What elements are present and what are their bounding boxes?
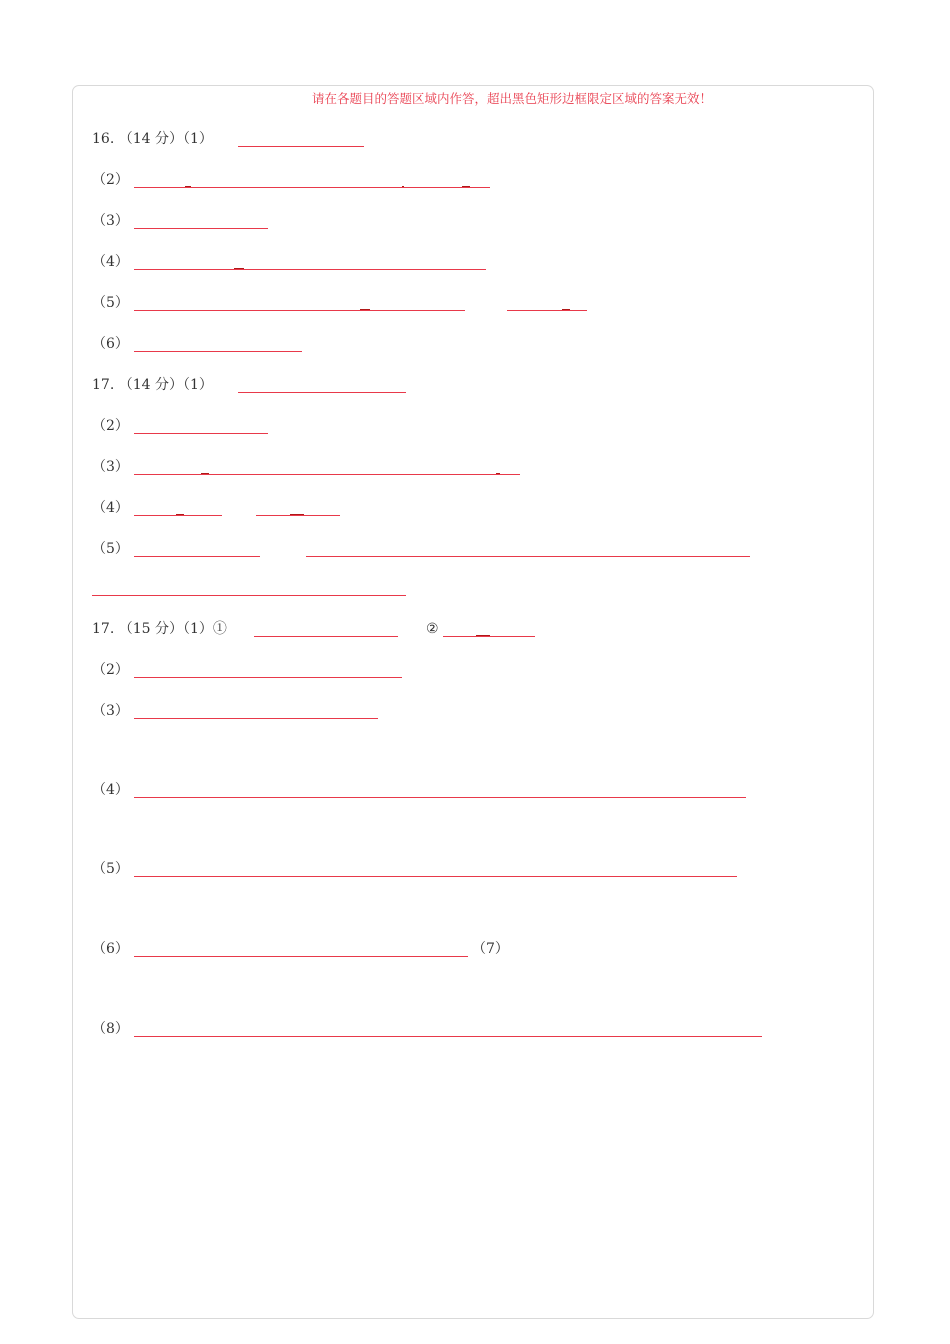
q16-p4-mark [234, 268, 244, 269]
q17b-part5-row [92, 861, 772, 877]
q17b-p2-answer-line[interactable] [134, 677, 402, 678]
q16-part1-row [92, 131, 392, 147]
q17b-p3-answer-line[interactable] [134, 718, 378, 719]
q17a-p2-answer-line[interactable] [134, 433, 268, 434]
q17a-p3-label: （3） [92, 459, 129, 475]
q16-part5-row [92, 295, 612, 311]
q16-header: 16. （14 分）（1） [92, 131, 213, 147]
q17b-header: 17. （15 分）（1）① [92, 621, 227, 637]
q17b-p5-answer-line[interactable] [134, 876, 737, 877]
q16-p5-mark [562, 309, 570, 310]
q16-part6-row [92, 336, 332, 352]
q17b-p8-label: （8） [92, 1021, 129, 1037]
q17b-p5-label: （5） [92, 861, 129, 877]
q17a-p4-label: （4） [92, 500, 129, 516]
q17a-p4-mark [290, 514, 304, 515]
q17b-circle-2-label: ② [426, 621, 439, 637]
q17a-p3-mark [201, 473, 209, 474]
q17b-part2-row [92, 662, 432, 678]
q17a-part3-row [92, 459, 552, 475]
q16-p4-label: （4） [92, 254, 129, 270]
q16-p6-answer-line[interactable] [134, 351, 302, 352]
q16-p5-mark [360, 309, 370, 310]
q17b-part6-row [92, 941, 552, 957]
q17a-p5-answer-line-b[interactable] [306, 556, 750, 557]
q17b-p4-label: （4） [92, 782, 129, 798]
q16-p3-label: （3） [92, 213, 129, 229]
q17b-part4-row [92, 782, 772, 798]
q17b-p2-label: （2） [92, 662, 129, 678]
q17a-part2-row [92, 418, 312, 434]
q17a-p5-label: （5） [92, 541, 129, 557]
q16-part4-row [92, 254, 512, 270]
q17a-p4-answer-line-b[interactable] [256, 515, 340, 516]
q16-p5-label: （5） [92, 295, 129, 311]
q17a-p4-answer-line-a[interactable] [134, 515, 222, 516]
q17b-p3-label: （3） [92, 703, 129, 719]
q17a-part5-continuation [92, 580, 432, 596]
q16-p1-answer-line[interactable] [238, 146, 364, 147]
q17a-p3-mark [496, 473, 500, 474]
q17b-p4-answer-line[interactable] [134, 797, 746, 798]
q16-p4-answer-line[interactable] [134, 269, 486, 270]
q17a-p3-answer-line[interactable] [134, 474, 520, 475]
q17a-p5-answer-line-a[interactable] [134, 556, 260, 557]
q16-p3-answer-line[interactable] [134, 228, 268, 229]
q17a-p1-answer-line[interactable] [238, 392, 406, 393]
q16-p2-mark [462, 186, 470, 187]
q16-p5-answer-line-b[interactable] [507, 310, 587, 311]
q17a-p2-label: （2） [92, 418, 129, 434]
q16-part2-row [92, 172, 512, 188]
q17b-p1-answer-line-2[interactable] [443, 636, 535, 637]
q17a-part5-row [92, 541, 772, 557]
q16-p2-answer-line[interactable] [134, 187, 490, 188]
q17b-p1-mark [476, 635, 490, 636]
notice-text: 请在各题目的答题区域内作答，超出黑色矩形边框限定区域的答案无效！ [311, 91, 712, 106]
q16-p5-answer-line-a[interactable] [134, 310, 465, 311]
q16-p2-mark [185, 186, 191, 187]
q16-p2-label: （2） [92, 172, 129, 188]
answer-area-frame [72, 85, 874, 1319]
q17a-part4-row [92, 500, 372, 516]
q17b-p6-label: （6） [92, 941, 129, 957]
q17b-p8-answer-line[interactable] [134, 1036, 762, 1037]
q16-p6-label: （6） [92, 336, 129, 352]
q17a-part1-row [92, 377, 432, 393]
q17b-part1-row [92, 621, 552, 637]
q16-p2-mark [402, 186, 404, 187]
q17b-p7-label: （7） [472, 941, 509, 957]
q17a-p4-mark [176, 514, 184, 515]
q17b-p6-answer-line[interactable] [134, 956, 468, 957]
q17b-part3-row [92, 703, 412, 719]
q17a-header: 17. （14 分）（1） [92, 377, 213, 393]
q17a-p5-answer-line-c[interactable] [92, 595, 406, 596]
q17b-p1-answer-line-1[interactable] [254, 636, 398, 637]
q16-part3-row [92, 213, 312, 229]
q17b-part8-row [92, 1021, 792, 1037]
